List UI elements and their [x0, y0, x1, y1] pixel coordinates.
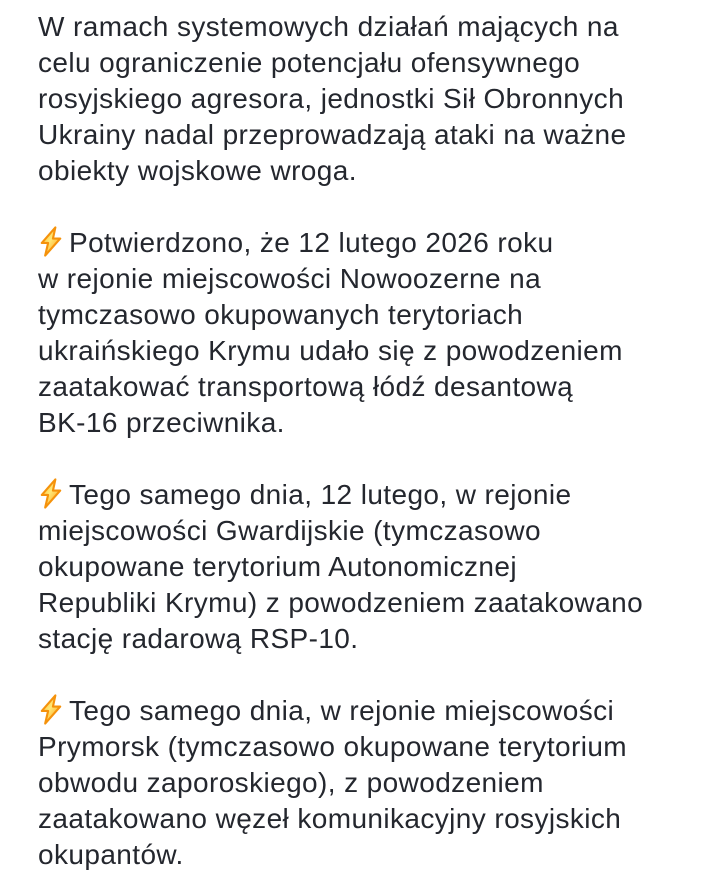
- text-line: zaatakować transportową łódź desantową: [38, 371, 574, 402]
- text-line: Ukrainy nadal przeprowadzają ataki na ważne: [38, 119, 627, 150]
- lightning-bolt-icon: [38, 226, 64, 257]
- lightning-bolt-icon: [38, 478, 64, 509]
- text-line-with-icon: [38, 477, 692, 513]
- text-line: okupowane terytorium Autonomicznej: [38, 551, 517, 582]
- text-line: Tego samego dnia, w rejonie miejscowości: [69, 695, 615, 726]
- text-line: stację radarową RSP-10.: [38, 623, 359, 654]
- paragraph-intro: [38, 9, 692, 189]
- text-line: Potwierdzono, że 12 lutego 2026 roku: [69, 227, 554, 258]
- text-line: obiekty wojskowe wroga.: [38, 155, 357, 186]
- text-line: w rejonie miejscowości Nowoozerne na: [38, 263, 542, 294]
- text-line: miejscowości Gwardijskie (tymczasowo: [38, 515, 541, 546]
- text-line-with-icon: [38, 693, 692, 729]
- lightning-bolt-icon: [38, 694, 64, 725]
- text-line: obwodu zaporoskiego), z powodzeniem: [38, 767, 544, 798]
- text-line: Prymorsk (tymczasowo okupowane terytorium: [38, 731, 628, 762]
- text-line: W ramach systemowych działań mających na: [38, 11, 619, 42]
- text-line: okupantów.: [38, 839, 184, 870]
- text-line: BK-16 przeciwnika.: [38, 407, 285, 438]
- text-line: Tego samego dnia, 12 lutego, w rejonie: [69, 479, 572, 510]
- text-line: celu ograniczenie potencjału ofensywnego: [38, 47, 581, 78]
- paragraph-strike-3: [38, 693, 692, 873]
- paragraph-strike-2: [38, 477, 692, 657]
- text-line: tymczasowo okupowanych terytoriach: [38, 299, 524, 330]
- paragraph-strike-1: [38, 225, 692, 441]
- text-line: Republiki Krymu) z powodzeniem zaatakowano: [38, 587, 644, 618]
- text-line: zaatakowano węzeł komunikacyjny rosyjskich: [38, 803, 622, 834]
- text-line-with-icon: [38, 225, 692, 261]
- text-line: rosyjskiego agresora, jednostki Sił Obronnych: [38, 83, 625, 114]
- text-line: ukraińskiego Krymu udało się z powodzeniem: [38, 335, 623, 366]
